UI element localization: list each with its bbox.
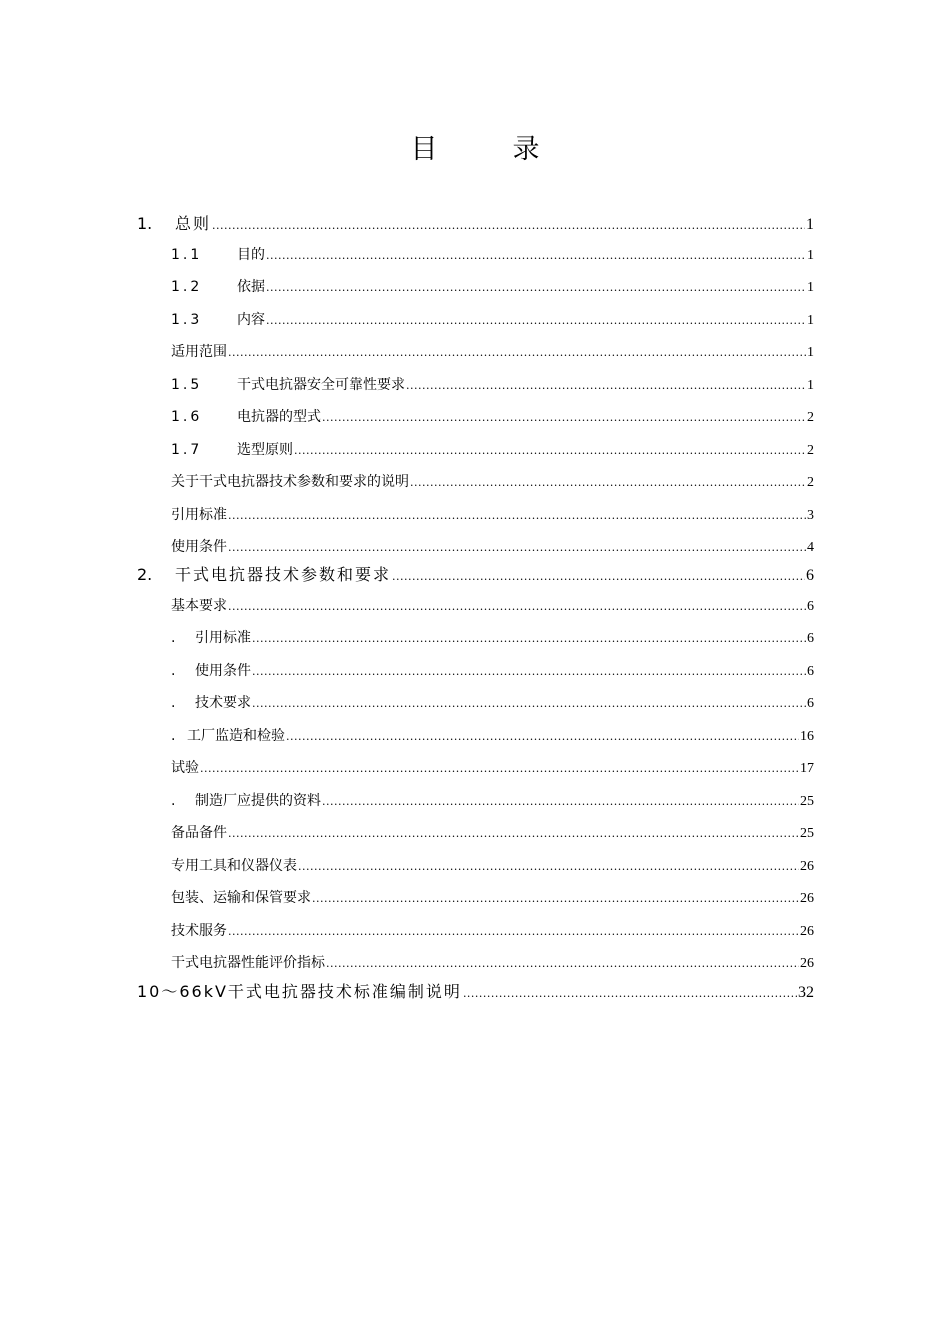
toc-entry-number: 1. (137, 214, 153, 233)
toc-entry-number: . (171, 793, 176, 809)
toc-entry-label: 依据 (237, 279, 265, 295)
dot-leader (410, 469, 806, 497)
toc-entry-label: 基本要求 (171, 598, 227, 614)
toc-entry-label: 试验 (171, 760, 199, 776)
toc-entry-number: 1.3 (171, 312, 203, 328)
toc-entry-label: 专用工具和仪器仪表 (171, 858, 297, 874)
toc-entry-label: 干式电抗器技术参数和要求 (175, 565, 392, 584)
dot-leader (322, 404, 806, 432)
toc-entry[interactable] (171, 241, 814, 269)
toc-entry-label: 电抗器的型式 (237, 409, 321, 425)
toc-entry-label: 内容 (237, 312, 265, 328)
toc-entry-page: 26 (800, 956, 814, 971)
toc-entry-page: 3 (807, 508, 814, 523)
toc-entry[interactable] (137, 209, 814, 239)
dot-leader (286, 723, 799, 751)
toc-entry-page: 17 (800, 761, 814, 776)
toc-entry[interactable] (171, 949, 814, 977)
dot-leader (252, 658, 806, 686)
toc-entry-page: 25 (800, 826, 814, 841)
toc-entry[interactable] (171, 306, 814, 334)
toc-entry-label: 目的 (237, 247, 265, 263)
toc-entry-number: 1.5 (171, 377, 203, 393)
toc-entry-page: 6 (807, 664, 814, 679)
toc-entry[interactable] (171, 787, 814, 815)
toc-entry-number: . (171, 728, 176, 744)
toc-entry-page: 2 (807, 443, 814, 458)
toc-entry[interactable] (171, 468, 814, 496)
dot-leader (228, 820, 799, 848)
toc-entry[interactable] (171, 403, 814, 431)
toc-entry[interactable] (171, 533, 814, 561)
toc-entry-label: 干式电抗器安全可靠性要求 (237, 377, 405, 393)
toc-entry-page: 4 (807, 540, 814, 555)
dot-leader (266, 307, 806, 335)
toc-entry[interactable] (137, 560, 814, 590)
dot-leader (322, 788, 799, 816)
toc-entry-page: 1 (807, 313, 814, 328)
toc-entry-page: 6 (806, 567, 814, 584)
toc-entry-page: 1 (807, 248, 814, 263)
toc-entry-page: 1 (807, 345, 814, 360)
dot-leader (406, 372, 806, 400)
toc-entry-page: 6 (807, 696, 814, 711)
toc-entry-label: 工厂监造和检验 (187, 728, 285, 744)
toc-entry-label: 适用范围 (171, 344, 227, 360)
dot-leader (463, 979, 797, 1009)
toc-entry[interactable] (171, 501, 814, 529)
dot-leader (200, 755, 799, 783)
toc-entry-label: 干式电抗器性能评价指标 (171, 955, 325, 971)
toc-entry-page: 26 (800, 891, 814, 906)
toc-entry-number: . (171, 663, 176, 679)
dot-leader (228, 339, 806, 367)
toc-entry-page: 26 (800, 924, 814, 939)
toc-entry-label: 备品备件 (171, 825, 227, 841)
toc-entry-page: 6 (807, 631, 814, 646)
dot-leader (252, 690, 806, 718)
dot-leader (326, 950, 799, 978)
toc-entry-number: 1.6 (171, 409, 203, 425)
toc-entry[interactable] (171, 722, 814, 750)
toc-entry-number: 1.7 (171, 442, 203, 458)
dot-leader (228, 918, 799, 946)
toc-entry[interactable] (171, 592, 814, 620)
toc-entry-page: 1 (807, 280, 814, 295)
dot-leader (266, 242, 806, 270)
toc-entry-number: . (171, 695, 176, 711)
dot-leader (252, 625, 806, 653)
toc-entry[interactable] (171, 754, 814, 782)
toc-entry-label: 技术要求 (195, 695, 251, 711)
toc-entry[interactable] (171, 624, 814, 652)
toc-entry[interactable] (171, 338, 814, 366)
dot-leader (392, 562, 805, 592)
toc-entry-label: 关于干式电抗器技术参数和要求的说明 (171, 474, 409, 490)
toc-entry-page: 2 (807, 410, 814, 425)
toc-entry-number: 1.2 (171, 279, 203, 295)
dot-leader (228, 502, 806, 530)
toc-entry[interactable] (171, 884, 814, 912)
toc-entry-page: 6 (807, 599, 814, 614)
toc-entry-label: 制造厂应提供的资料 (195, 793, 321, 809)
dot-leader (228, 534, 806, 562)
toc-entry-number: . (171, 630, 176, 646)
dot-leader (228, 593, 806, 621)
toc-entry-page: 26 (800, 859, 814, 874)
dot-leader (212, 211, 805, 241)
toc-entry[interactable] (171, 371, 814, 399)
dot-leader (294, 437, 806, 465)
toc-entry-page: 16 (800, 729, 814, 744)
toc-entry-label: 引用标准 (195, 630, 251, 646)
toc-entry-label: 总则 (175, 214, 212, 233)
toc-entry-label: 包装、运输和保管要求 (171, 890, 311, 906)
toc-entry-number: 1.1 (171, 247, 203, 263)
toc-entry-label: 10～66kV干式电抗器技术标准编制说明 (137, 982, 462, 1001)
toc-entry[interactable] (171, 436, 814, 464)
toc-entry-page: 1 (806, 216, 814, 233)
toc-entry-label: 选型原则 (237, 442, 293, 458)
dot-leader (298, 853, 799, 881)
toc-entry[interactable] (171, 689, 814, 717)
toc-entry-label: 使用条件 (195, 663, 251, 679)
toc-entry[interactable] (171, 917, 814, 945)
toc-entry[interactable] (171, 657, 814, 685)
toc-entry-label: 引用标准 (171, 507, 227, 523)
dot-leader (312, 885, 799, 913)
dot-leader (266, 274, 806, 302)
toc-entry[interactable] (171, 819, 814, 847)
toc-entry-page: 25 (800, 794, 814, 809)
toc-entry[interactable] (171, 852, 814, 880)
toc-entry-page: 2 (807, 475, 814, 490)
page-title: 目 录 (410, 134, 564, 165)
toc-entry-page: 32 (798, 984, 814, 1001)
toc-entry-number: 2. (137, 565, 153, 584)
toc-entry-label: 技术服务 (171, 923, 227, 939)
toc-entry[interactable] (171, 273, 814, 301)
toc-entry-label: 使用条件 (171, 539, 227, 555)
toc-entry[interactable] (137, 977, 814, 1007)
toc-entry-page: 1 (807, 378, 814, 393)
